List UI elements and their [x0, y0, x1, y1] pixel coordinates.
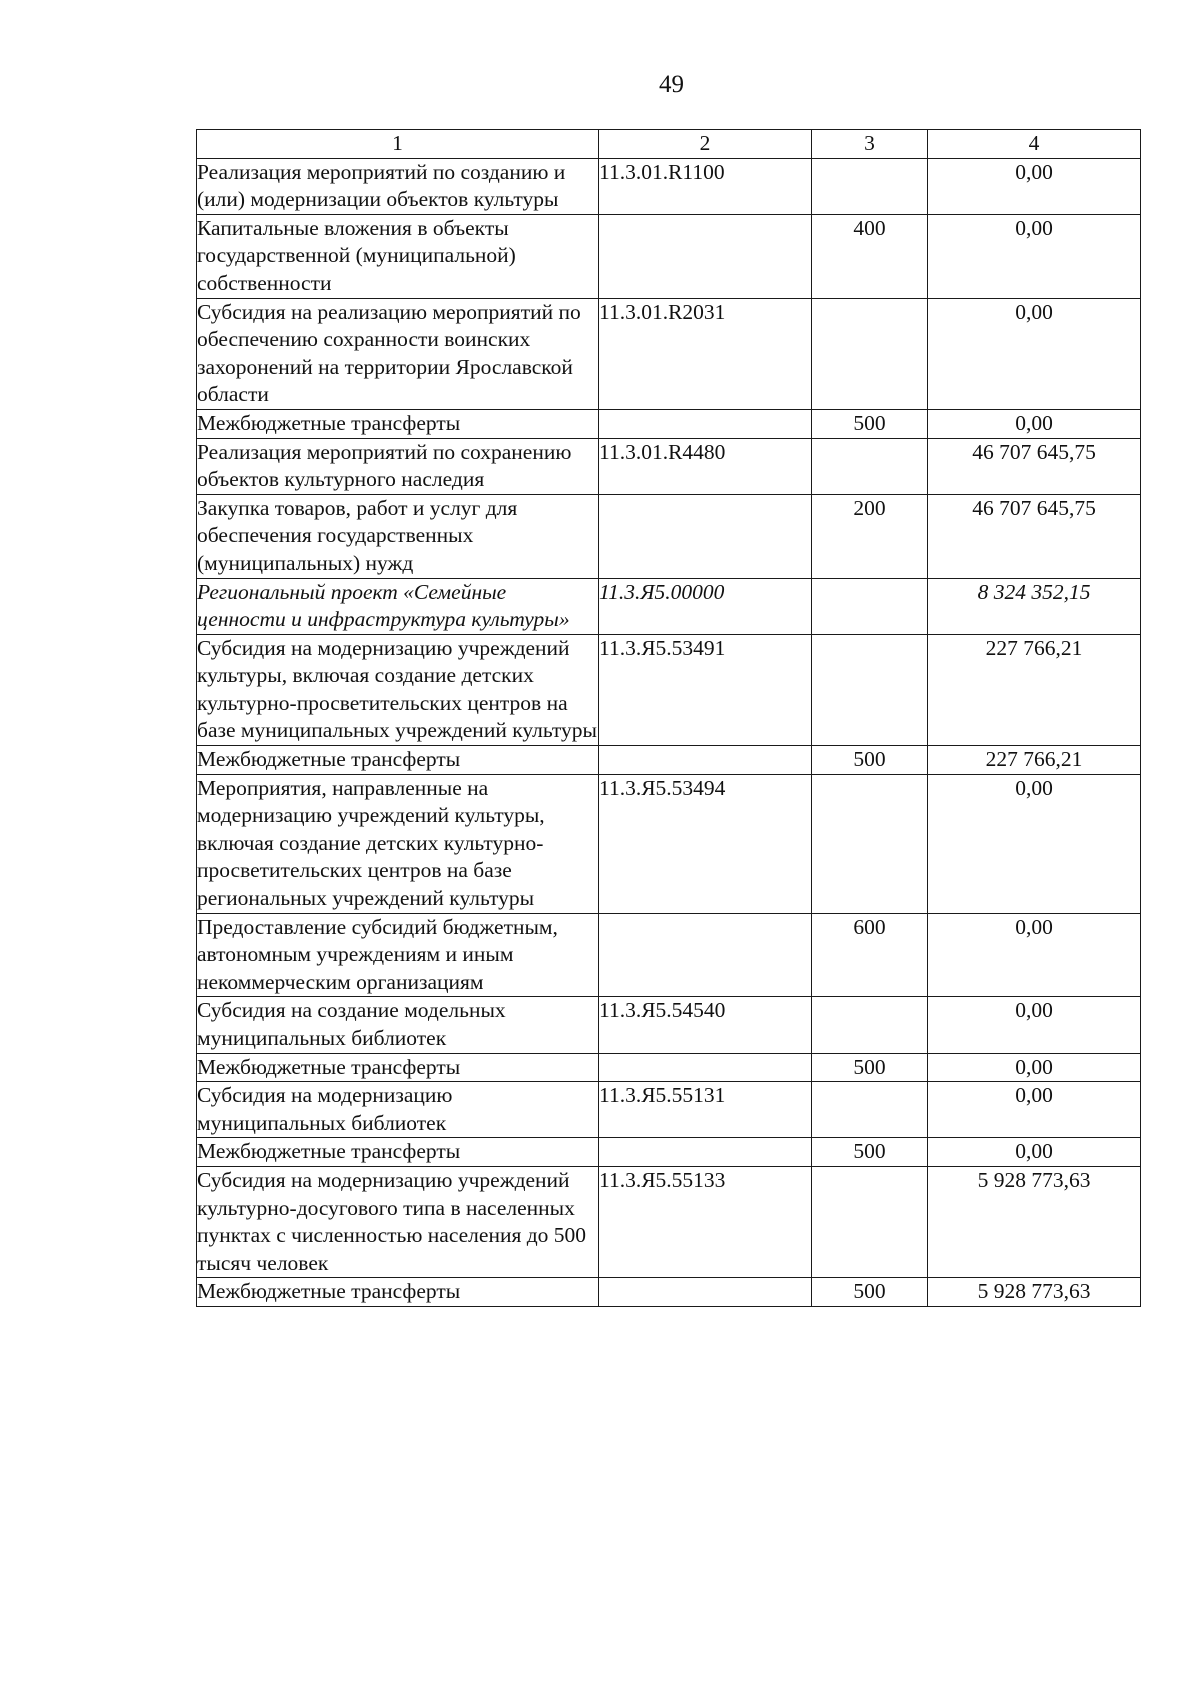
row-amount-cell: 0,00: [928, 997, 1141, 1053]
table-row: [197, 494, 1141, 578]
table-header-row: [197, 130, 1141, 159]
table-row: [197, 1138, 1141, 1167]
row-name-cell: Межбюджетные трансферты: [197, 1138, 599, 1167]
row-code-cell: [599, 1053, 812, 1082]
row-amount-cell: 46 707 645,75: [928, 438, 1141, 494]
row-amount-cell: 46 707 645,75: [928, 494, 1141, 578]
row-type-cell: [812, 634, 928, 745]
table-row: [197, 774, 1141, 913]
row-name-cell: Субсидия на модернизацию учреждений культуры, включая создание детских культурно-просветительских центров на базе муниципальных учреждений культуры: [197, 634, 599, 745]
table-row: [197, 438, 1141, 494]
row-name-cell: Закупка товаров, работ и услуг для обеспечения государственных (муниципальных) нужд: [197, 494, 599, 578]
row-code-cell: 11.3.Я5.00000: [599, 578, 812, 634]
table-row: [197, 409, 1141, 438]
table-row: [197, 746, 1141, 775]
row-amount-cell: 0,00: [928, 913, 1141, 997]
row-name-cell: Межбюджетные трансферты: [197, 746, 599, 775]
row-code-cell: [599, 1138, 812, 1167]
row-amount-cell: 227 766,21: [928, 746, 1141, 775]
row-name-cell: Субсидия на модернизацию муниципальных библиотек: [197, 1082, 599, 1138]
table-row: [197, 298, 1141, 409]
row-name-cell: Мероприятия, направленные на модернизацию учреждений культуры, включая создание детских культурно-просветительских центров на базе региональных учреждений культуры: [197, 774, 599, 913]
column-header-1: 1: [197, 130, 599, 159]
row-type-cell: 400: [812, 214, 928, 298]
row-code-cell: [599, 494, 812, 578]
row-type-cell: 200: [812, 494, 928, 578]
row-type-cell: 500: [812, 1053, 928, 1082]
row-name-cell: Предоставление субсидий бюджетным, автономным учреждениям и иным некоммерческим организациям: [197, 913, 599, 997]
row-name-cell: Межбюджетные трансферты: [197, 1053, 599, 1082]
column-header-4: 4: [928, 130, 1141, 159]
column-header-2: 2: [599, 130, 812, 159]
row-amount-cell: 0,00: [928, 158, 1141, 214]
row-code-cell: 11.3.01.R2031: [599, 298, 812, 409]
row-amount-cell: 5 928 773,63: [928, 1166, 1141, 1277]
row-type-cell: [812, 1166, 928, 1277]
column-header-3: 3: [812, 130, 928, 159]
row-type-cell: [812, 578, 928, 634]
table-row: [197, 578, 1141, 634]
row-amount-cell: 0,00: [928, 1138, 1141, 1167]
row-amount-cell: 8 324 352,15: [928, 578, 1141, 634]
table-row: [197, 1053, 1141, 1082]
row-name-cell: Субсидия на реализацию мероприятий по обеспечению сохранности воинских захоронений на территории Ярославской области: [197, 298, 599, 409]
row-name-cell: Реализация мероприятий по созданию и (или) модернизации объектов культуры: [197, 158, 599, 214]
row-name-cell: Региональный проект «Семейные ценности и инфраструктура культуры»: [197, 578, 599, 634]
row-code-cell: [599, 746, 812, 775]
row-amount-cell: 0,00: [928, 1082, 1141, 1138]
row-amount-cell: 0,00: [928, 774, 1141, 913]
row-code-cell: 11.3.Я5.53491: [599, 634, 812, 745]
row-code-cell: [599, 913, 812, 997]
row-code-cell: 11.3.01.R1100: [599, 158, 812, 214]
row-name-cell: Капитальные вложения в объекты государственной (муниципальной) собственности: [197, 214, 599, 298]
row-type-cell: 500: [812, 1138, 928, 1167]
row-amount-cell: 0,00: [928, 409, 1141, 438]
table-row: [197, 214, 1141, 298]
row-amount-cell: 0,00: [928, 214, 1141, 298]
row-name-cell: Субсидия на создание модельных муниципальных библиотек: [197, 997, 599, 1053]
row-code-cell: 11.3.Я5.55131: [599, 1082, 812, 1138]
table-row: [197, 1166, 1141, 1277]
row-name-cell: Субсидия на модернизацию учреждений культурно-досугового типа в населенных пунктах с численностью населения до 500 тысяч человек: [197, 1166, 599, 1277]
row-code-cell: 11.3.01.R4480: [599, 438, 812, 494]
row-name-cell: Межбюджетные трансферты: [197, 1278, 599, 1307]
row-type-cell: [812, 298, 928, 409]
row-amount-cell: 0,00: [928, 1053, 1141, 1082]
row-type-cell: 500: [812, 1278, 928, 1307]
row-type-cell: [812, 997, 928, 1053]
row-type-cell: [812, 158, 928, 214]
table-row: [197, 997, 1141, 1053]
row-type-cell: [812, 1082, 928, 1138]
row-amount-cell: 0,00: [928, 298, 1141, 409]
page-number: 49: [659, 71, 684, 98]
row-type-cell: 500: [812, 409, 928, 438]
row-code-cell: [599, 1278, 812, 1307]
row-type-cell: 600: [812, 913, 928, 997]
budget-table: [196, 129, 1141, 1307]
row-code-cell: 11.3.Я5.53494: [599, 774, 812, 913]
table-row: [197, 634, 1141, 745]
row-name-cell: Межбюджетные трансферты: [197, 409, 599, 438]
table-row: [197, 1278, 1141, 1307]
row-code-cell: [599, 214, 812, 298]
row-type-cell: [812, 438, 928, 494]
row-name-cell: Реализация мероприятий по сохранению объектов культурного наследия: [197, 438, 599, 494]
row-amount-cell: 227 766,21: [928, 634, 1141, 745]
table-row: [197, 913, 1141, 997]
row-type-cell: 500: [812, 746, 928, 775]
row-code-cell: 11.3.Я5.55133: [599, 1166, 812, 1277]
row-code-cell: [599, 409, 812, 438]
row-type-cell: [812, 774, 928, 913]
table-row: [197, 158, 1141, 214]
row-code-cell: 11.3.Я5.54540: [599, 997, 812, 1053]
table-row: [197, 1082, 1141, 1138]
row-amount-cell: 5 928 773,63: [928, 1278, 1141, 1307]
